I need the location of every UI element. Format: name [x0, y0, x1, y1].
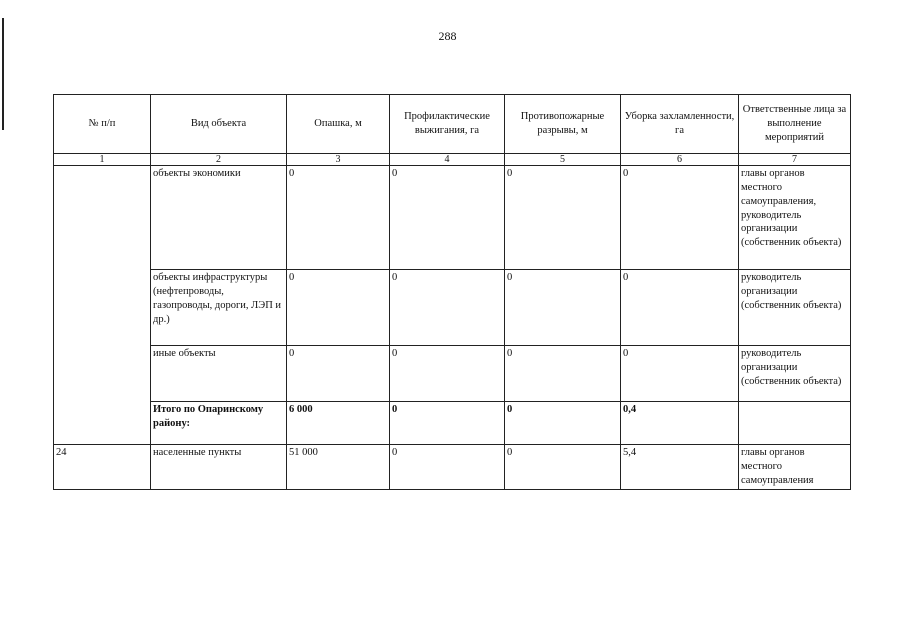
- cleanup-cell: 0: [621, 346, 739, 402]
- header-row: [54, 95, 851, 154]
- firebreaks-cell: 0: [505, 346, 621, 402]
- header-object-type: Вид объекта: [151, 95, 287, 154]
- measures-table: [53, 94, 851, 490]
- burning-cell: 0: [390, 346, 505, 402]
- table-row: [54, 445, 851, 490]
- column-number: 2: [151, 154, 287, 166]
- responsible-cell: главы органов местного самоуправления: [739, 445, 851, 490]
- burning-cell: 0: [390, 270, 505, 346]
- row-number-cell: [54, 166, 151, 445]
- object-type-cell: объекты инфраструктуры (нефтепроводы, газопроводы, дороги, ЛЭП и др.): [151, 270, 287, 346]
- responsible-cell: [739, 402, 851, 445]
- cleanup-cell: 0,4: [621, 402, 739, 445]
- cleanup-cell: 0: [621, 166, 739, 270]
- plowing-cell: 51 000: [287, 445, 390, 490]
- column-number: 3: [287, 154, 390, 166]
- object-type-cell: населенные пункты: [151, 445, 287, 490]
- total-row: [54, 402, 851, 445]
- header-firebreaks: Противопожарные разрывы, м: [505, 95, 621, 154]
- responsible-cell: главы органов местного самоуправления, руководитель организации (собственник объекта): [739, 166, 851, 270]
- header-responsible: Ответственные лица за выполнение мероприятий: [739, 95, 851, 154]
- cleanup-cell: 5,4: [621, 445, 739, 490]
- plowing-cell: 0: [287, 270, 390, 346]
- plowing-cell: 0: [287, 346, 390, 402]
- cleanup-cell: 0: [621, 270, 739, 346]
- header-num: № п/п: [54, 95, 151, 154]
- table-row: [54, 346, 851, 402]
- firebreaks-cell: 0: [505, 270, 621, 346]
- responsible-cell: руководитель организации (собственник объекта): [739, 270, 851, 346]
- firebreaks-cell: 0: [505, 166, 621, 270]
- row-number-cell: 24: [54, 445, 151, 490]
- column-number: 6: [621, 154, 739, 166]
- column-number: 4: [390, 154, 505, 166]
- firebreaks-cell: 0: [505, 402, 621, 445]
- plowing-cell: 6 000: [287, 402, 390, 445]
- header-cleanup: Уборка захламленности, га: [621, 95, 739, 154]
- page-number: 288: [438, 29, 457, 43]
- column-number-row: [54, 154, 851, 166]
- column-number: 1: [54, 154, 151, 166]
- table-row: [54, 270, 851, 346]
- firebreaks-cell: 0: [505, 445, 621, 490]
- table-row: [54, 166, 851, 270]
- plowing-cell: 0: [287, 166, 390, 270]
- burning-cell: 0: [390, 445, 505, 490]
- object-type-cell: объекты экономики: [151, 166, 287, 270]
- burning-cell: 0: [390, 166, 505, 270]
- responsible-cell: руководитель организации (собственник объекта): [739, 346, 851, 402]
- total-label-cell: Итого по Опаринскому району:: [151, 402, 287, 445]
- header-burning: Профилактические выжигания, га: [390, 95, 505, 154]
- object-type-cell: иные объекты: [151, 346, 287, 402]
- column-number: 7: [739, 154, 851, 166]
- column-number: 5: [505, 154, 621, 166]
- burning-cell: 0: [390, 402, 505, 445]
- header-plowing: Опашка, м: [287, 95, 390, 154]
